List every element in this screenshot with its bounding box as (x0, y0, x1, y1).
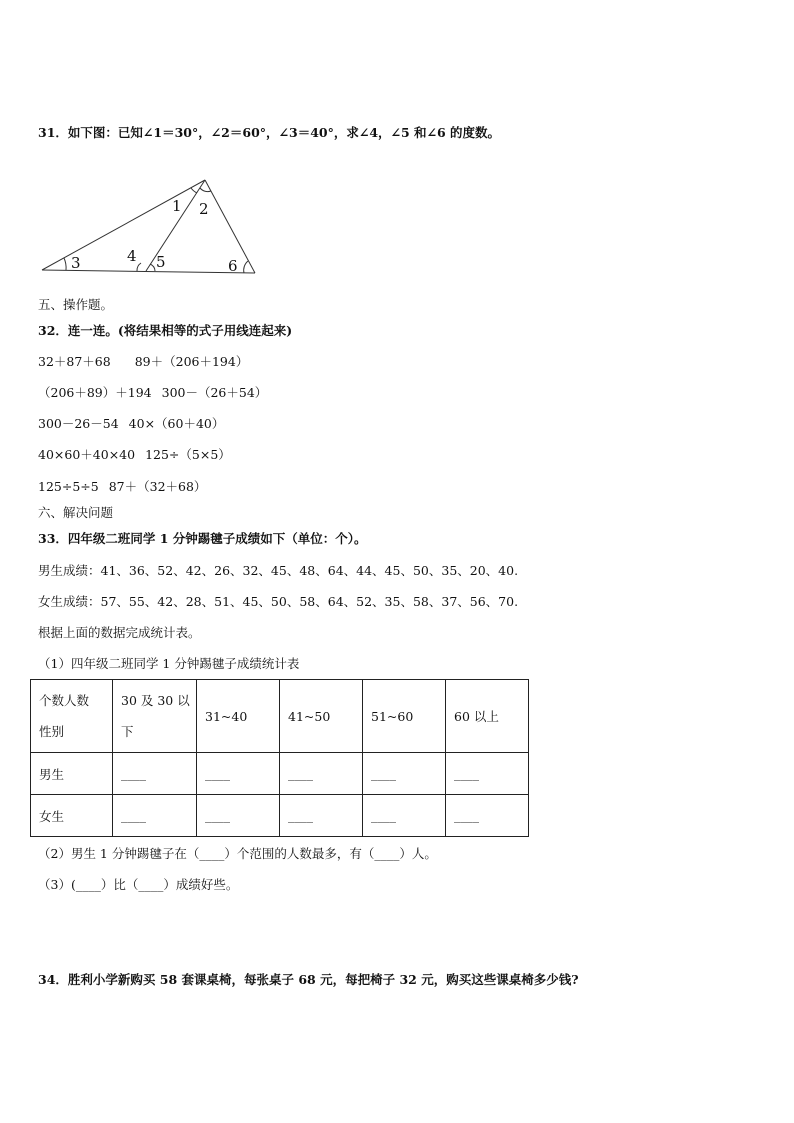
triangle-figure (34, 174, 264, 278)
blank-cell[interactable]: ____ (280, 753, 363, 795)
angle-label-5: 5 (156, 253, 166, 271)
boys-scores: 男生成绩：41、36、52、42、26、32、45、48、64、44、45、50、35、20、40. (38, 563, 519, 578)
expression-left: 300－26－54 (38, 416, 119, 431)
blank-cell[interactable]: ____ (446, 753, 529, 795)
column-header: 51~60 (363, 680, 446, 753)
question-34: 34．胜利小学新购买 58 套课桌椅，每张桌子 68 元，每把椅子 32 元，购买这些课桌椅多少钱? (38, 972, 579, 987)
expression-right: 125÷（5×5） (145, 447, 231, 462)
triangle-inner-segment (146, 180, 205, 271)
expression-row-1 (38, 354, 248, 370)
expression-row-5 (38, 479, 206, 495)
table-instruction: 根据上面的数据完成统计表。 (38, 625, 201, 640)
blank-cell[interactable]: ____ (446, 795, 529, 837)
question-33-intro: 33．四年级二班同学 1 分钟踢毽子成绩如下（单位：个）。 (38, 531, 367, 546)
angle-arc-1 (191, 188, 197, 193)
question-32: 32．连一连。(将结果相等的式子用线连起来) (38, 323, 293, 338)
question-31: 31．如下图：已知∠1＝30°，∠2＝60°，∠3＝40°，求∠4，∠5 和∠6 的度数。 (38, 125, 501, 140)
angle-arc-4 (137, 263, 141, 271)
girls-scores: 女生成绩：57、55、42、28、51、45、50、58、64、52、35、58、37、56、70. (38, 594, 519, 609)
column-header: 60 以上 (446, 680, 529, 753)
expression-left: 32＋87＋68 (38, 354, 111, 369)
row-label: 女生 (31, 795, 113, 837)
question-33-part-2: （2）男生 1 分钟踢毽子在（____）个范围的人数最多，有（____）人。 (38, 846, 437, 861)
angle-arc-5 (150, 264, 155, 271)
expression-right: 40×（60＋40） (128, 416, 225, 431)
expression-left: 40×60＋40×40 (38, 447, 136, 462)
table-header-row (31, 680, 529, 753)
table-corner-cell (31, 680, 113, 753)
expression-row-4 (38, 447, 231, 463)
section-6-title: 六、解决问题 (38, 505, 114, 520)
column-header: 41~50 (280, 680, 363, 753)
column-header (113, 680, 197, 753)
corner-top-label: 个数人数 (39, 693, 90, 708)
table-row (31, 795, 529, 837)
expression-row-2 (38, 385, 267, 401)
table-title: （1）四年级二班同学 1 分钟踢毽子成绩统计表 (38, 656, 300, 671)
angle-label-2: 2 (199, 200, 209, 218)
angle-arc-6 (244, 261, 248, 273)
section-5-title: 五、操作题。 (38, 297, 114, 312)
row-label: 男生 (31, 753, 113, 795)
angle-label-4: 4 (127, 247, 137, 265)
triangle-side-left (42, 180, 205, 270)
blank-cell[interactable]: ____ (113, 795, 197, 837)
corner-bottom-label: 性别 (39, 724, 65, 739)
blank-cell[interactable]: ____ (363, 753, 446, 795)
statistics-table (30, 679, 529, 837)
column-header-line: 30 及 30 以 (121, 693, 190, 708)
expression-left: 125÷5÷5 (38, 479, 99, 494)
angle-label-3: 3 (71, 254, 81, 272)
column-header: 31~40 (197, 680, 280, 753)
angle-label-6: 6 (228, 257, 238, 275)
angle-arc-3 (64, 258, 66, 270)
expression-right: 89＋（206＋194） (134, 354, 249, 369)
expression-right: 300－（26＋54） (161, 385, 268, 400)
blank-cell[interactable]: ____ (363, 795, 446, 837)
question-33-part-3: （3）(____）比（____）成绩好些。 (38, 877, 239, 892)
expression-right: 87＋（32＋68） (108, 479, 207, 494)
blank-cell[interactable]: ____ (280, 795, 363, 837)
blank-cell[interactable]: ____ (197, 753, 280, 795)
expression-left: （206＋89）＋194 (38, 385, 152, 400)
table-row (31, 753, 529, 795)
blank-cell[interactable]: ____ (113, 753, 197, 795)
angle-label-1: 1 (172, 197, 182, 215)
column-header-line: 下 (121, 724, 134, 739)
blank-cell[interactable]: ____ (197, 795, 280, 837)
expression-row-3 (38, 416, 224, 432)
